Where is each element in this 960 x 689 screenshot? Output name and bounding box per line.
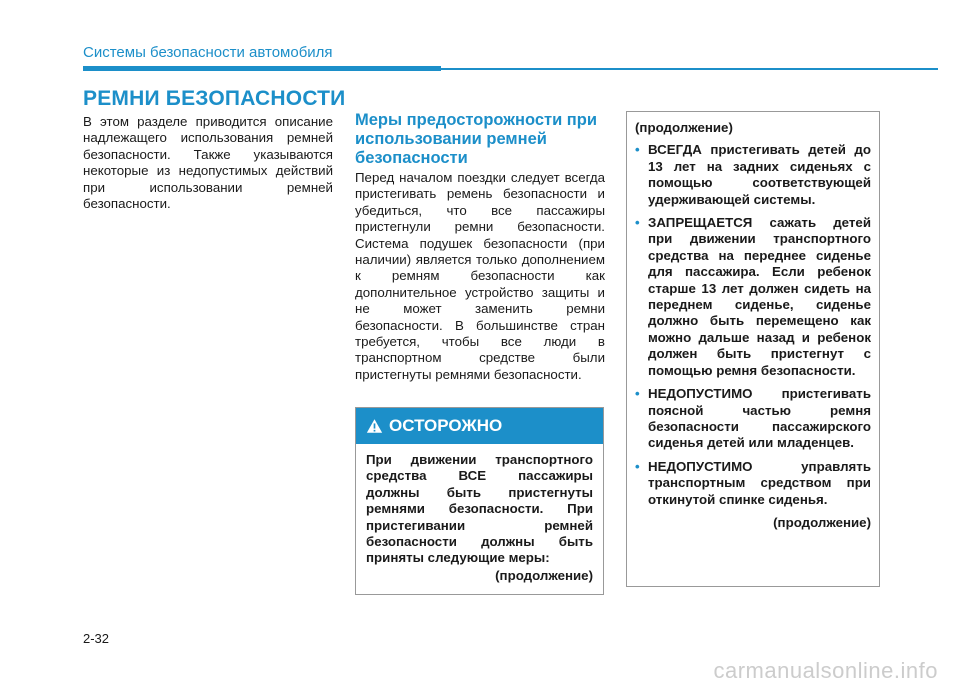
- precautions-paragraph: Перед началом поездки следует всегда пристегивать ремень безопасности и убедиться, что все пассажиры пристегнули ремни безопасности. Система подушек безопасности (при наличии) является только дополнением к ремням безопасности как дополнительное устройство защиты и не может заменить ремни безопасности. В большинстве стран требуется, чтобы все люди в транспортном средстве были пристегнуты ремнями безопасности.: [355, 170, 605, 382]
- warning-text: При движении транспортного средства ВСЕ пассажиры должны быть пристегнуты ремнями безопасности. При пристегивании ремней безопасности должны быть приняты следующие меры:: [366, 452, 593, 566]
- bullet-dot-icon: •: [635, 386, 640, 402]
- bullet-text: пристегивать поясной частью ремня безопасности пассажирского сиденья детей или младенцев.: [648, 386, 871, 451]
- bullet-text: сажать детей при движении транспортного средства на переднее сиденье для пассажира. Если ребенок старше 13 лет должен сидеть на переднем сиденье, сиденье должно быть перемещено как можно дальше назад и ребенок должен быть пристегнут с помощью ремня безопасности.: [648, 215, 871, 378]
- warning-label: ОСТОРОЖНО: [389, 416, 503, 435]
- warning-triangle-icon: [366, 418, 383, 434]
- bullet-text: управлять транспортным средством при откинутой спинке сиденья.: [648, 458, 871, 507]
- bullet-strong: ВСЕГДА: [648, 142, 702, 158]
- bullet-text: пристегивать детей до 13 лет на задних сиденьях с помощью соответствующей удерживающей системы.: [648, 142, 871, 207]
- continuation-box: [626, 111, 880, 587]
- bullet-item: [635, 386, 871, 452]
- continuation-head: (продолжение): [635, 120, 733, 135]
- bullet-dot-icon: •: [635, 458, 640, 474]
- warning-body: [356, 444, 603, 584]
- chapter-title: Системы безопасности автомобиля: [83, 44, 333, 61]
- watermark: carmanualsonline.info: [713, 658, 938, 683]
- bullet-item: [635, 459, 871, 508]
- precautions-title: Меры предосторожности при использовании ремней безопасности: [355, 111, 597, 167]
- section-title: РЕМНИ БЕЗОПАСНОСТИ: [83, 87, 346, 110]
- bullet-strong: ЗАПРЕЩАЕТСЯ: [648, 215, 753, 231]
- intro-paragraph: В этом разделе приводится описание надлежащего использования ремней безопасности. Также указываются некоторые из недопустимых действий при использовании ремней безопасности.: [83, 114, 333, 212]
- continuation-continued: (продолжение): [773, 514, 871, 530]
- page-number: 2-32: [83, 631, 110, 646]
- bullet-dot-icon: •: [635, 215, 640, 231]
- bullet-dot-icon: •: [635, 142, 640, 158]
- bullet-strong: НЕДОПУСТИМО: [648, 386, 753, 402]
- bullet-item: [635, 142, 871, 208]
- header-rule-thick: [83, 66, 441, 71]
- bullet-item: [635, 215, 871, 379]
- warning-continued: (продолжение): [495, 567, 593, 583]
- warning-box: [355, 407, 604, 595]
- warning-header: [356, 408, 603, 444]
- header-rule-thin: [441, 68, 938, 70]
- bullet-strong: НЕДОПУСТИМО: [648, 458, 753, 474]
